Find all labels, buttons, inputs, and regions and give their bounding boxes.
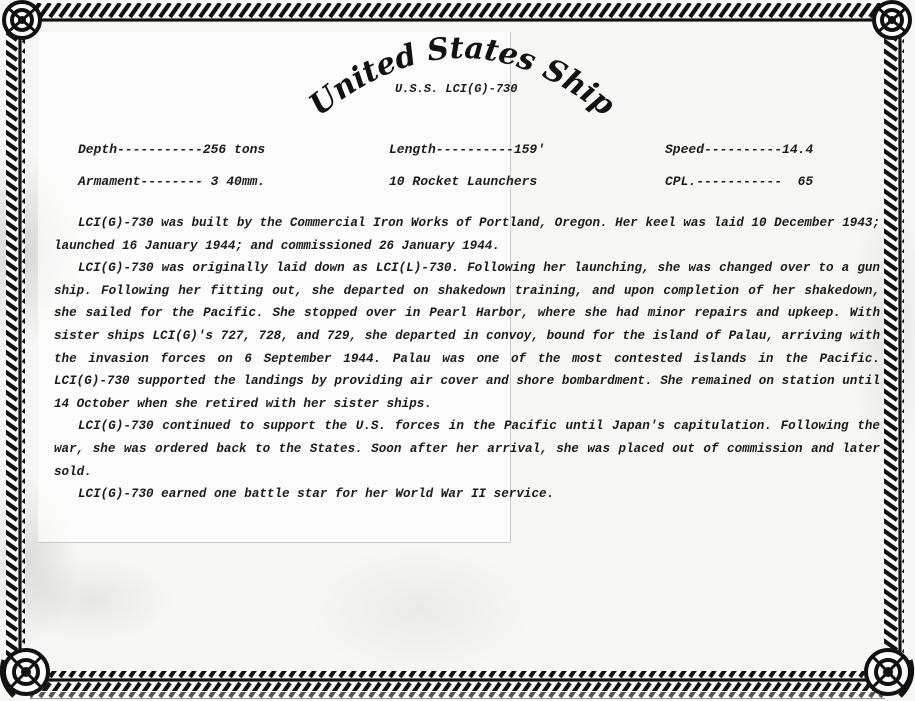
history-text: [54, 212, 880, 506]
ship-title: United States Ship: [302, 30, 622, 123]
paragraph-construction: LCI(G)-730 was built by the Commercial Iron Works of Portland, Oregon. Her keel was laid 10 December 1943; launched 16 January 1944; and commissioned 26 January 1944.: [54, 216, 880, 253]
paragraph-battle-star: LCI(G)-730 earned one battle star for her World War II service.: [78, 487, 555, 502]
spec-armament: Armament-------- 3 40mm.: [78, 174, 266, 189]
paragraph-service: LCI(G)-730 was originally laid down as LCI(L)-730. Following her launching, she was changed over to a gun ship. Following her fitting out, she departed on shakedown training, and upon completion of her shakedown, she sailed for the Pacific. She stopped over in Pearl Harbor, where she had minor repairs and upkeep. With sister ships LCI(G)'s 727, 728, and 729, she departed in convoy, bound for the island of Palau, arriving with the invasion forces on 6 September 1944. Palau was one of the most contested islands in the Pacific. LCI(G)-730 supported the landings by providing air cover and shore bombardment. She remained on station until 14 October when she retired with her sister ships.: [54, 261, 880, 411]
ship-designation: U.S.S. LCI(G)-730: [395, 82, 518, 96]
spec-rocket-launchers: 10 Rocket Launchers: [389, 174, 538, 189]
spec-length: Length----------159': [389, 142, 546, 157]
spec-complement: CPL.----------- 65: [665, 174, 814, 189]
spec-speed: Speed----------14.4: [665, 142, 814, 157]
paragraph-post-war: LCI(G)-730 continued to support the U.S. forces in the Pacific until Japan's capitulation. Following the war, she was ordered back to the States. Soon after her arrival, she was placed out of commission and later sold.: [54, 419, 880, 479]
spec-depth: Depth-----------256 tons: [78, 142, 266, 157]
